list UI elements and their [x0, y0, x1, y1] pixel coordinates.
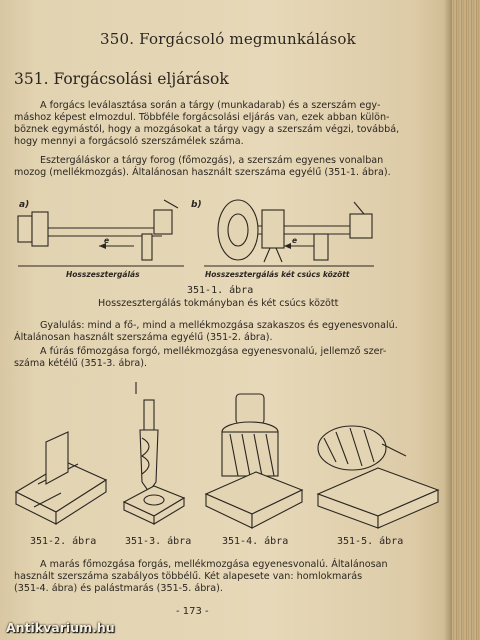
fig1-label-b: b)	[191, 200, 202, 210]
paragraph-1-line-3: böznek egymástól, hogy a mozgásokat a tárgy vagy a szerszám végzi, továbbá,	[14, 124, 400, 135]
fig1-arrow-e-a: e	[104, 236, 110, 245]
watermark: Antikvarium.hu	[6, 620, 115, 635]
paragraph-1-line-2: máshoz képest elmozdul. Többféle forgácsolási eljárás van, ezek abban külön-	[14, 112, 390, 123]
fig-caption-351-3: 351-3. ábra	[125, 536, 192, 547]
paragraph-4-line-1: A marás főmozgása forgás, mellékmozgása egyenesvonalú. Általánosan	[40, 559, 388, 570]
fig1-caption-number: 351-1. ábra	[187, 285, 254, 296]
paragraph-4-line-3: (351-4. ábra) és palástmarás (351-5. ábra).	[14, 583, 223, 594]
fig1-sublabel-b: Hosszesztergálás két csúcs között	[205, 270, 350, 279]
paragraph-3-line-3: A fúrás főmozgása forgó, mellékmozgása egyenesvonalú, jellemző szer-	[40, 346, 387, 357]
fig1-arrow-e-b: e	[292, 236, 298, 245]
paragraph-3-line-1: Gyalulás: mind a fő-, mind a mellékmozgása szakaszos és egyenesvonalú.	[40, 320, 398, 331]
figures-351-2-to-5	[6, 372, 446, 534]
paragraph-3-line-4: száma kétélű (351-3. ábra).	[14, 358, 148, 369]
fig-caption-351-4: 351-4. ábra	[222, 536, 289, 547]
paragraph-2-line-1: Esztergáláskor a tárgy forog (főmozgás), a szerszám egyenes vonalban	[40, 155, 384, 166]
fig1-caption-text: Hosszesztergálás tokmányban és két csúcs között	[98, 298, 339, 309]
page-number: - 173 -	[176, 606, 209, 617]
chapter-title: 350. Forgácsoló megmunkálások	[100, 30, 356, 48]
paragraph-2-line-2: mozog (mellékmozgás). Általánosan használt szerszáma egyélű (351-1. ábra).	[14, 167, 391, 178]
fig-caption-351-2: 351-2. ábra	[30, 536, 97, 547]
paragraph-1-line-1: A forgács leválasztása során a tárgy (munkadarab) és a szerszám egy-	[40, 100, 381, 111]
fig-caption-351-5: 351-5. ábra	[337, 536, 404, 547]
paragraph-1-line-4: hogy mennyi a forgácsoló szerszámélek száma.	[14, 136, 244, 147]
paragraph-3-line-2: Általánosan használt szerszáma egyélű (351-2. ábra).	[14, 332, 273, 343]
section-title: 351. Forgácsolási eljárások	[14, 70, 229, 88]
paragraph-4-line-2: használt szerszáma szabályos többélű. Két alapesete van: homlokmarás	[14, 571, 363, 582]
fig1-label-a: a)	[19, 200, 30, 210]
book-page-edges	[452, 0, 480, 640]
fig1-sublabel-a: Hosszesztergálás	[66, 270, 140, 279]
